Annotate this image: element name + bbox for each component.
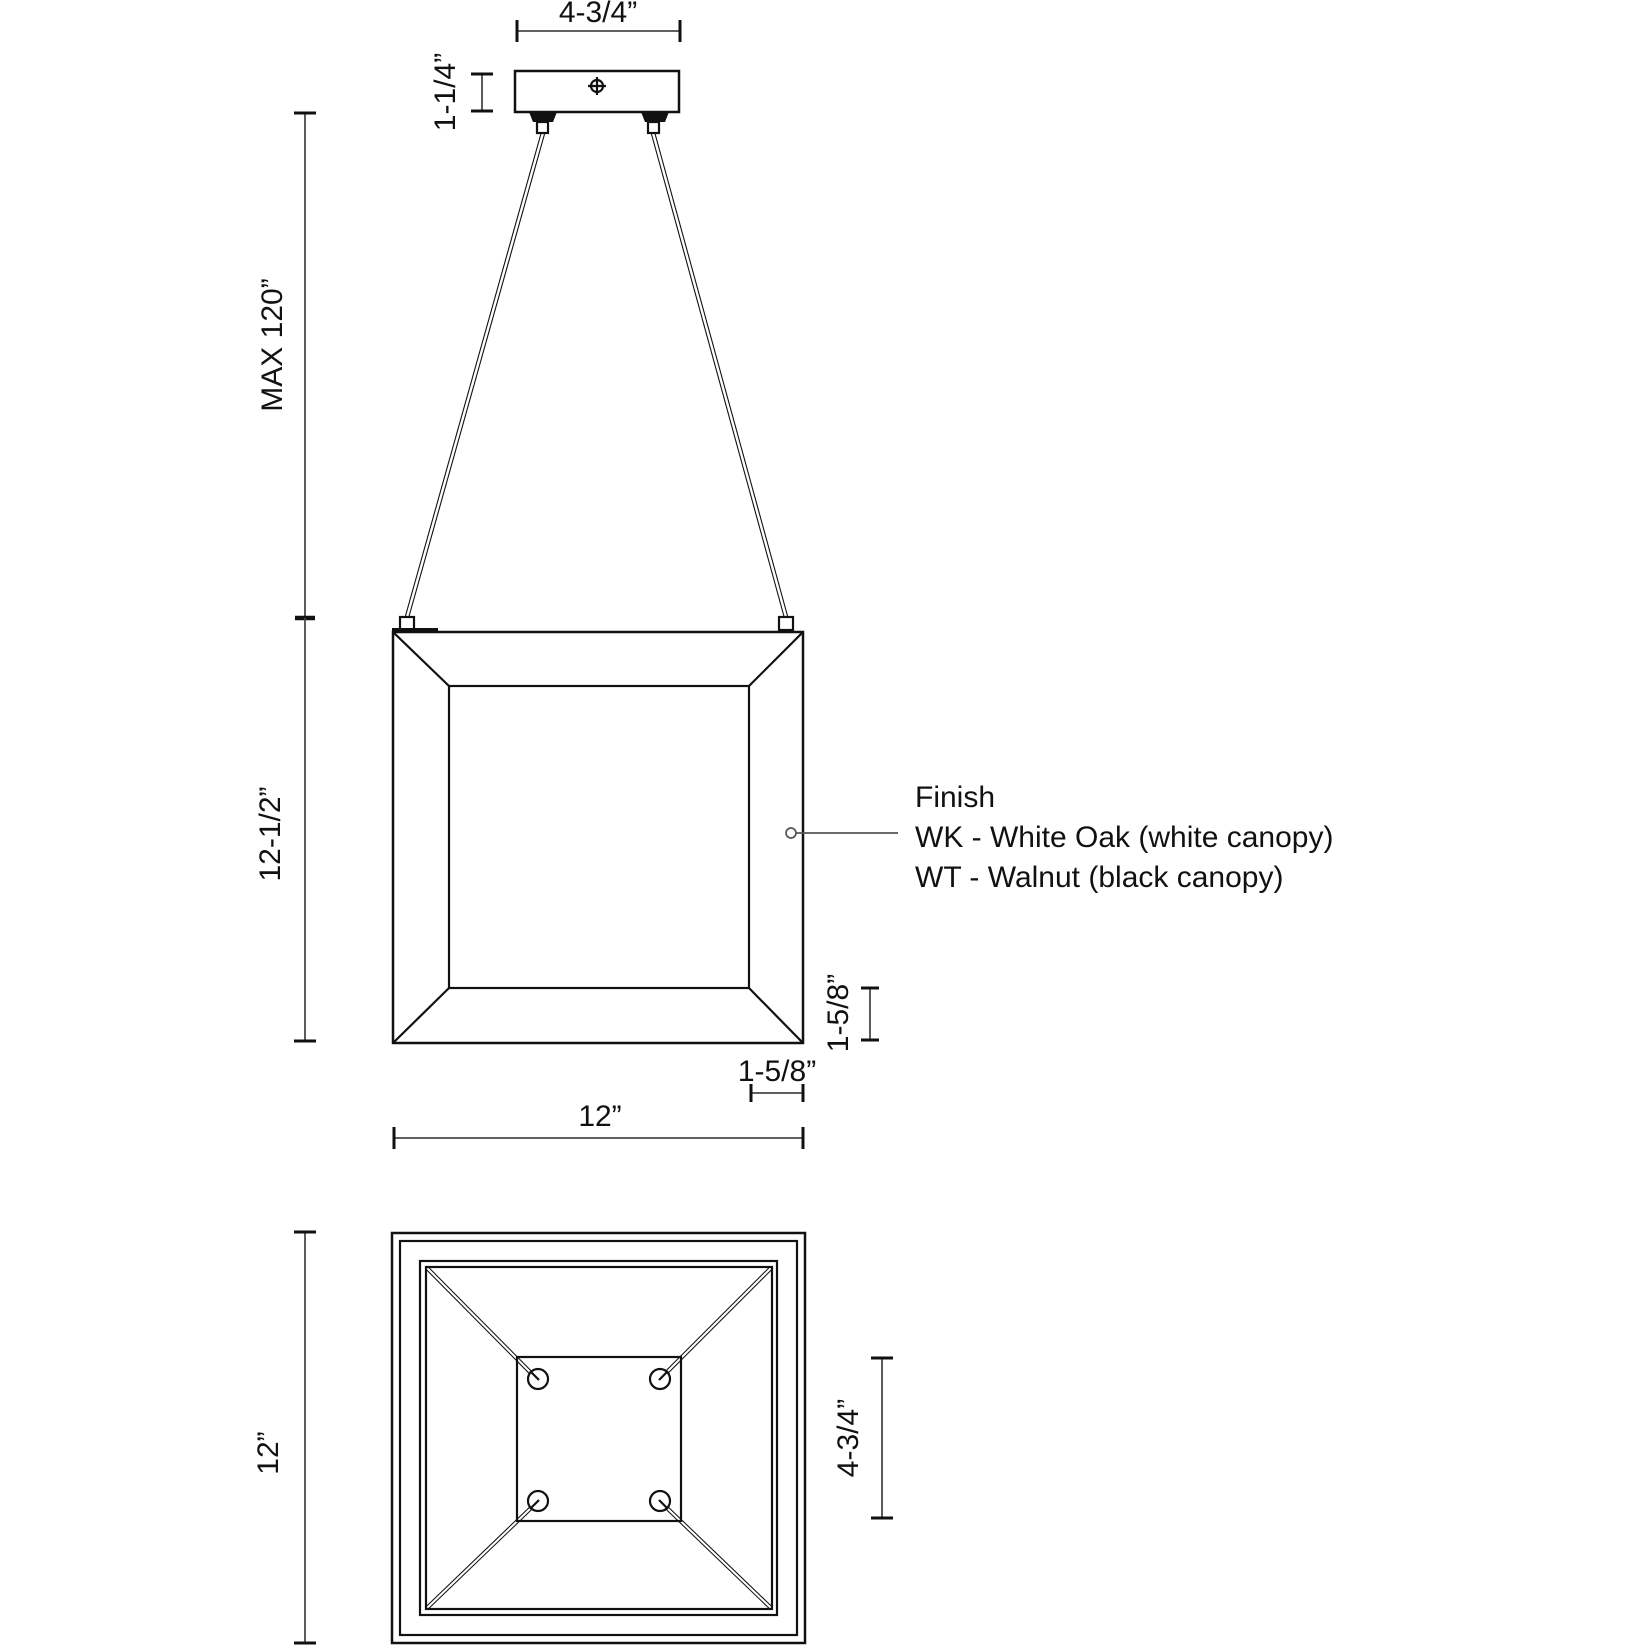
bottom-center-panel	[517, 1357, 681, 1521]
wire-stem-left	[537, 122, 548, 133]
bottom-view	[392, 1233, 805, 1643]
dim-label-fixture-height: 12-1/2”	[254, 786, 287, 882]
wire-stem-right	[648, 122, 659, 133]
suspension-wire-left	[407, 133, 543, 617]
wire-end	[659, 1371, 668, 1380]
finish-leader-dot	[786, 828, 796, 838]
dim-center-panel	[832, 1358, 893, 1518]
dim-fixture-width-bottom	[252, 1232, 316, 1643]
plan-wire-inner	[428, 1508, 531, 1607]
dim-canopy-height	[429, 53, 493, 131]
front-view	[392, 71, 1333, 1043]
dim-label-canopy-height: 1-1/4”	[429, 52, 462, 132]
dim-canopy-width	[517, 0, 680, 42]
dim-fixture-height	[254, 618, 316, 1041]
wire-left-inner	[407, 133, 543, 617]
wire-gripper-left	[529, 112, 557, 122]
pendant-frame	[392, 617, 803, 1043]
dim-label-frame-thickness-side: 1-5/8”	[822, 973, 855, 1053]
frame-miter-bottom-right	[749, 988, 803, 1043]
plan-wire-inner	[667, 1508, 770, 1607]
finish-title: Finish	[915, 781, 996, 814]
frame-inner-square	[449, 686, 749, 988]
canopy-screw-icon	[588, 77, 606, 95]
plan-wire-top-right	[667, 1269, 770, 1372]
finish-annotation	[786, 781, 1333, 894]
dim-frame-thickness-bottom	[738, 1055, 816, 1102]
wire-end	[530, 1371, 539, 1380]
plan-screw-top-left	[528, 1369, 548, 1389]
dim-label-fixture-width-front: 12”	[578, 1100, 622, 1133]
wire-end	[530, 1500, 539, 1509]
plan-wire-inner	[428, 1269, 530, 1372]
front-view-dimensions	[254, 0, 879, 1149]
wire-right-inner	[653, 133, 786, 617]
dim-label-frame-thickness-bottom: 1-5/8”	[737, 1055, 817, 1088]
plan-wire-top-left	[428, 1269, 530, 1372]
plan-wire-bottom-right	[667, 1508, 770, 1607]
plan-wire-bottom-left	[428, 1508, 531, 1607]
frame-miter-top-left	[393, 632, 449, 686]
dim-frame-thickness-side	[822, 974, 879, 1052]
wire-connector-right	[779, 617, 793, 630]
wire-end	[659, 1500, 668, 1509]
finish-option-wk: WK - White Oak (white canopy)	[915, 821, 1334, 854]
suspension-wire-right	[653, 133, 786, 617]
canopy	[515, 71, 679, 133]
wire-gripper-right	[641, 112, 669, 122]
frame-outer-square	[393, 632, 803, 1043]
dim-label-center-panel: 4-3/4”	[832, 1398, 865, 1478]
finish-option-wt: WT - Walnut (black canopy)	[915, 861, 1284, 894]
dim-fixture-width-front	[394, 1100, 803, 1149]
frame-miter-bottom-left	[393, 988, 449, 1043]
dim-label-suspension-max: MAX 120”	[256, 278, 289, 412]
plan-screw-bottom-left	[528, 1491, 548, 1511]
dim-suspension-max	[256, 113, 316, 618]
plan-screw-bottom-right	[650, 1491, 670, 1511]
plan-wire-inner	[667, 1269, 770, 1372]
dim-label-canopy-width: 4-3/4”	[558, 0, 638, 29]
dim-label-fixture-width-bottom: 12”	[252, 1431, 285, 1475]
plan-screw-top-right	[650, 1369, 670, 1389]
frame-miter-top-right	[749, 632, 803, 686]
